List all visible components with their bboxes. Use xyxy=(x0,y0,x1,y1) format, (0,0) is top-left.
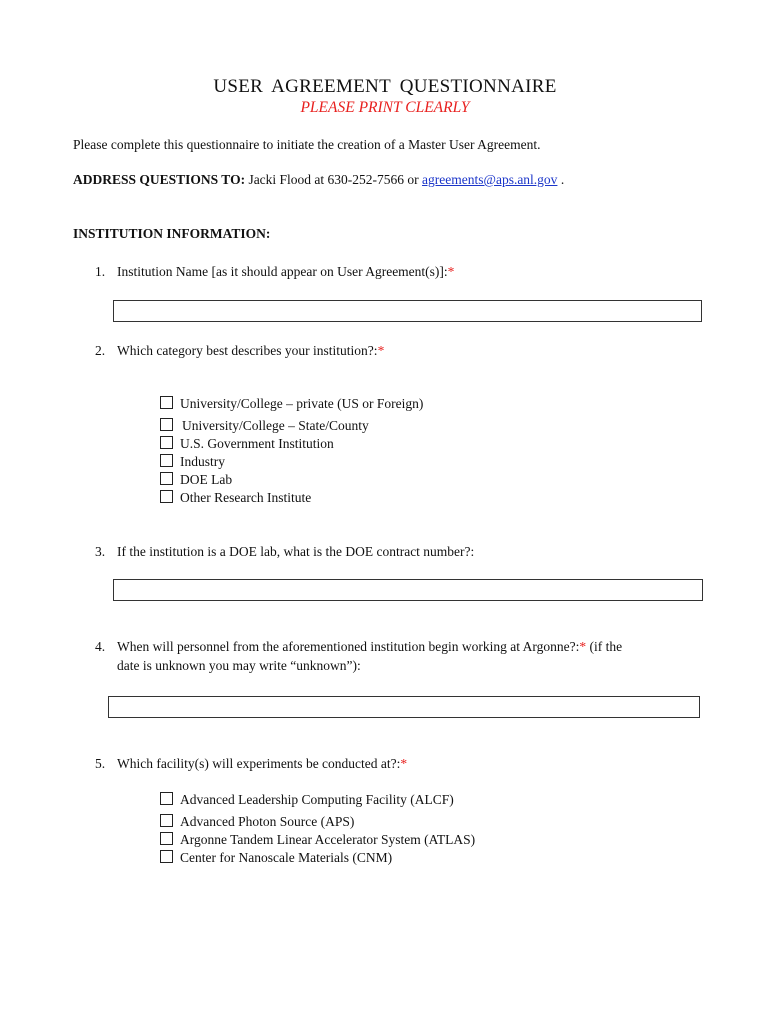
question-number: 5. xyxy=(95,756,106,771)
checkbox[interactable] xyxy=(160,814,173,827)
checkbox[interactable] xyxy=(160,396,173,409)
option-label: DOE Lab xyxy=(180,472,233,487)
option-label: Industry xyxy=(180,454,225,469)
question-text: If the institution is a DOE lab, what is the DOE contract number?: xyxy=(117,544,475,559)
question-1 xyxy=(95,262,454,281)
question-4 xyxy=(95,637,622,675)
doe-contract-number-field[interactable] xyxy=(113,579,703,601)
question-number: 2. xyxy=(95,343,106,358)
option-label: Center for Nanoscale Materials (CNM) xyxy=(180,850,393,865)
question-number: 1. xyxy=(95,264,106,279)
email-link[interactable]: agreements@aps.anl.gov xyxy=(422,172,558,187)
question-5 xyxy=(95,754,407,773)
start-date-field[interactable] xyxy=(108,696,700,718)
required-mark: * xyxy=(377,343,385,358)
option-label: University/College – private (US or Foreign) xyxy=(180,396,424,411)
checkbox[interactable] xyxy=(160,490,173,503)
checkbox[interactable] xyxy=(160,454,173,467)
address-contact: Jacki Flood at 630-252-7566 or xyxy=(248,172,419,187)
option-label: U.S. Government Institution xyxy=(180,436,334,451)
question-number: 3. xyxy=(95,544,106,559)
question-text: Which category best describes your institution?: xyxy=(117,343,378,358)
option-label: Argonne Tandem Linear Accelerator System (ATLAS) xyxy=(180,832,476,847)
question-text-line2: date is unknown you may write “unknown”): xyxy=(117,658,361,673)
checkbox[interactable] xyxy=(160,418,173,431)
page-subtitle: PLEASE PRINT CLEARLY xyxy=(300,99,470,116)
option-label: Advanced Leadership Computing Facility (ALCF) xyxy=(180,792,454,807)
required-mark: * xyxy=(579,639,587,654)
checkbox[interactable] xyxy=(160,436,173,449)
checkbox[interactable] xyxy=(160,832,173,845)
section-heading: INSTITUTION INFORMATION: xyxy=(73,226,271,241)
institution-name-field[interactable] xyxy=(113,300,702,322)
option-label: Other Research Institute xyxy=(180,490,312,505)
checkbox[interactable] xyxy=(160,850,173,863)
address-trail: . xyxy=(560,172,565,187)
intro-text: Please complete this questionnaire to initiate the creation of a Master User Agreement. xyxy=(73,137,541,152)
page-title: USER AGREEMENT QUESTIONNAIRE xyxy=(213,76,557,97)
question-text: Which facility(s) will experiments be conducted at?: xyxy=(117,756,401,771)
question-number: 4. xyxy=(95,639,106,654)
question-text: When will personnel from the aforementioned institution begin working at Argonne?: xyxy=(117,639,580,654)
option-label: Advanced Photon Source (APS) xyxy=(180,814,355,829)
option-label: University/College – State/County xyxy=(182,418,369,433)
address-line xyxy=(73,172,564,188)
checkbox[interactable] xyxy=(160,472,173,485)
required-mark: * xyxy=(400,756,408,771)
question-2 xyxy=(95,341,384,360)
required-mark: * xyxy=(447,264,455,279)
question-3 xyxy=(95,542,474,561)
address-label: ADDRESS QUESTIONS TO: xyxy=(73,172,246,187)
question-text: Institution Name [as it should appear on User Agreement(s)]: xyxy=(117,264,448,279)
question-text-continued: (if the xyxy=(586,639,623,654)
checkbox[interactable] xyxy=(160,792,173,805)
